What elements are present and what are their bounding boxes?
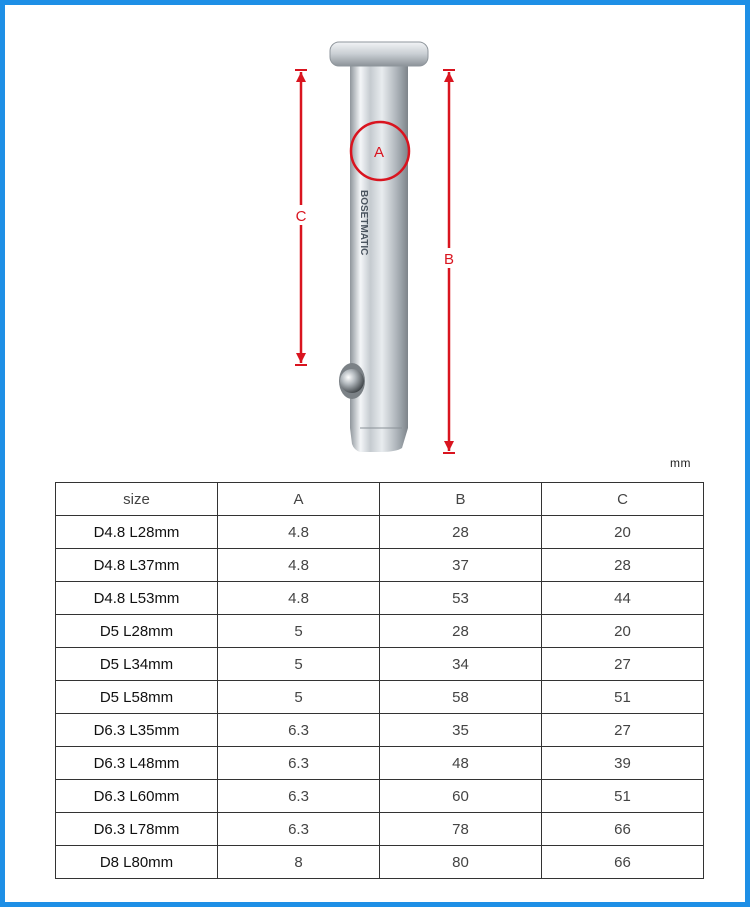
cell-b: 78 [380, 813, 542, 846]
cell-a: 5 [218, 615, 380, 648]
table-row [56, 780, 704, 813]
unit-label: mm [670, 456, 691, 470]
cell-a: 4.8 [218, 516, 380, 549]
label-b: B [443, 251, 455, 268]
cell-a: 4.8 [218, 549, 380, 582]
pin-head [330, 42, 428, 66]
cell-size: D6.3 L35mm [56, 714, 218, 747]
cell-c: 27 [542, 648, 704, 681]
cell-b: 53 [380, 582, 542, 615]
label-a: A [373, 144, 385, 161]
cell-size: D6.3 L48mm [56, 747, 218, 780]
cell-a: 5 [218, 681, 380, 714]
cell-a: 8 [218, 846, 380, 879]
cell-b: 48 [380, 747, 542, 780]
cell-a: 6.3 [218, 780, 380, 813]
table-row [56, 813, 704, 846]
header-a: A [218, 483, 380, 516]
cell-size: D6.3 L60mm [56, 780, 218, 813]
label-c: C [295, 208, 307, 225]
cell-c: 51 [542, 681, 704, 714]
header-c: C [542, 483, 704, 516]
cell-size: D8 L80mm [56, 846, 218, 879]
cell-c: 27 [542, 714, 704, 747]
clevis-pin-image [330, 42, 428, 452]
cell-a: 4.8 [218, 582, 380, 615]
cell-c: 44 [542, 582, 704, 615]
cell-a: 6.3 [218, 714, 380, 747]
dimension-b [440, 70, 458, 453]
table-row [56, 582, 704, 615]
cell-c: 66 [542, 813, 704, 846]
cell-size: D4.8 L37mm [56, 549, 218, 582]
table-row [56, 648, 704, 681]
cell-size: D6.3 L78mm [56, 813, 218, 846]
header-b: B [380, 483, 542, 516]
cell-a: 6.3 [218, 747, 380, 780]
cell-b: 60 [380, 780, 542, 813]
table-header-row [56, 483, 704, 516]
cell-b: 35 [380, 714, 542, 747]
detent-ball [340, 369, 364, 393]
table-row [56, 549, 704, 582]
cell-c: 51 [542, 780, 704, 813]
header-size: size [56, 483, 218, 516]
table-row [56, 516, 704, 549]
cell-c: 39 [542, 747, 704, 780]
pin-tip [350, 428, 408, 452]
cell-b: 28 [380, 615, 542, 648]
brand-mark: BOSETMATIC [358, 190, 369, 256]
table-row [56, 615, 704, 648]
table-row [56, 846, 704, 879]
table-row [56, 714, 704, 747]
cell-c: 20 [542, 615, 704, 648]
cell-b: 34 [380, 648, 542, 681]
cell-size: D5 L58mm [56, 681, 218, 714]
table-row [56, 747, 704, 780]
cell-c: 20 [542, 516, 704, 549]
cell-b: 80 [380, 846, 542, 879]
cell-c: 28 [542, 549, 704, 582]
cell-c: 66 [542, 846, 704, 879]
cell-size: D4.8 L53mm [56, 582, 218, 615]
cell-b: 37 [380, 549, 542, 582]
dimension-c [292, 70, 310, 365]
cell-a: 6.3 [218, 813, 380, 846]
cell-b: 28 [380, 516, 542, 549]
cell-a: 5 [218, 648, 380, 681]
cell-size: D5 L34mm [56, 648, 218, 681]
spec-table [55, 482, 704, 879]
cell-b: 58 [380, 681, 542, 714]
cell-size: D4.8 L28mm [56, 516, 218, 549]
table-row [56, 681, 704, 714]
cell-size: D5 L28mm [56, 615, 218, 648]
